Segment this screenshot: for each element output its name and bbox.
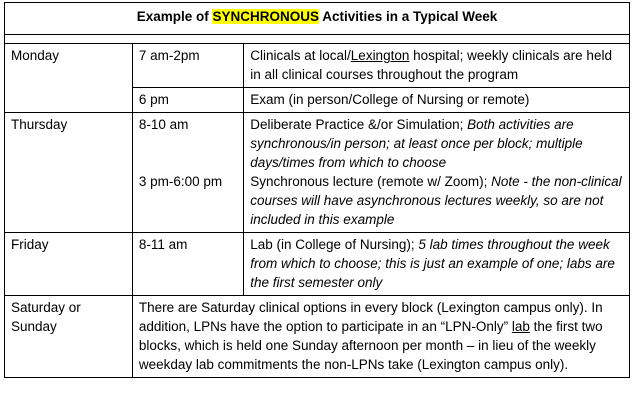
activity-text: Clinicals at local/: [250, 48, 351, 63]
activity-cell: Exam (in person/College of Nursing or remote): [244, 88, 630, 113]
table-row: [5, 296, 630, 378]
spacer-cell: [5, 35, 630, 44]
activity-italic-text: Both activities are synchronous/in person; at least once per block; multiple days/times from which to choose: [250, 117, 583, 170]
time-text: 3 pm-6:00 pm: [138, 174, 223, 189]
day-cell-monday: Monday: [5, 44, 133, 113]
time-text: 8-10 am: [138, 117, 189, 132]
table-row: [5, 113, 630, 233]
title-prefix: Example of: [136, 9, 213, 24]
activity-underlined-text: Lexington: [350, 48, 410, 63]
title-highlight: SYNCHRONOUS: [212, 9, 319, 24]
activity-cell: [132, 296, 629, 378]
time-cell: 6 pm: [132, 88, 243, 113]
day-cell-thursday: Thursday: [5, 113, 133, 233]
activity-text: the first two blocks, which is held one Sunday afternoon per month – in lieu of the weekly weekday lab commitments the non-LPNs take (Lexington campus only).: [138, 319, 603, 372]
spacer-row: [5, 35, 630, 44]
activity-italic-text: 5 lab times throughout the week from which to choose; this is just an example of one; labs are the first semester only: [250, 237, 615, 290]
activity-text: hospital; weekly clinicals are held in all clinical courses throughout the program: [250, 48, 612, 82]
activity-text: Deliberate Practice &/or Simulation;: [250, 117, 468, 132]
activity-text: Synchronous lecture (remote w/ Zoom);: [250, 174, 492, 189]
activity-cell: [244, 113, 630, 233]
time-cell: 7 am-2pm: [132, 44, 243, 88]
title-suffix: Activities in a Typical Week: [318, 9, 498, 24]
table-row: [5, 233, 630, 296]
activity-block: [250, 115, 623, 172]
activity-block: [250, 172, 623, 229]
title-row: [5, 3, 630, 35]
activity-text: Lab (in College of Nursing);: [250, 237, 419, 252]
activity-text: There are Saturday clinical options in every block (Lexington campus only). In addition, LPNs have the option to participate in an “LPN-Only”: [138, 300, 603, 334]
table-row: [5, 44, 630, 88]
weekly-schedule-table: [4, 2, 630, 378]
day-cell-friday: Friday: [5, 233, 133, 296]
activity-cell: [244, 44, 630, 88]
activity-cell: [244, 233, 630, 296]
day-cell-weekend: Saturday or Sunday: [5, 296, 133, 378]
time-cell: [132, 113, 243, 233]
time-cell: 8-11 am: [132, 233, 243, 296]
table-title: [5, 3, 630, 35]
activity-underlined-text: lab: [511, 319, 530, 334]
activity-italic-text: Note - the non-clinical courses will have asynchronous lectures weekly, so are not included in this example: [250, 174, 622, 227]
